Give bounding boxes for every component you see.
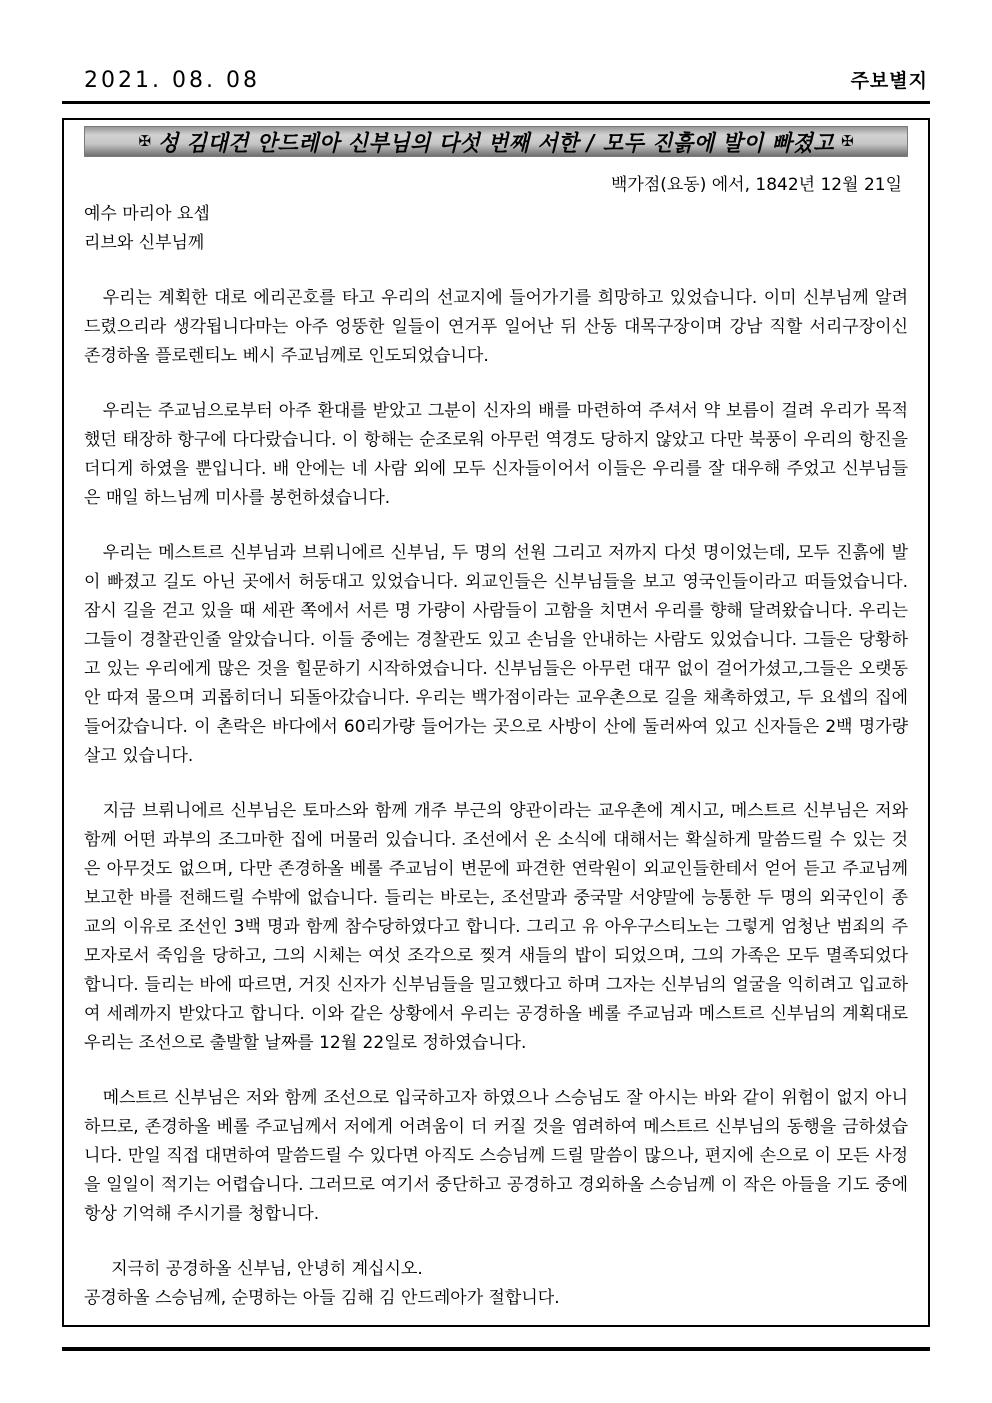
closing-line-2: 공경하올 스승님께, 순명하는 아들 김해 김 안드레아가 절합니다.	[84, 1288, 560, 1308]
letter-paragraph-3: 우리는 메스트르 신부님과 브뤼니에르 신부님, 두 명의 선원 그리고 저까지 다섯 명이었는데, 모두 진흙에 발이 빠졌고 길도 아닌 곳에서 허둥대고 있었습니다. 외교인들은 신부님들을 보고 영국인들이라고 떠들었습니다. 잠시 길을 걷고 있을 때 세관 쪽에서 서른 명 가량이 사람들이 고함을 치면서 우리를 향해 달려왔습니다. 우리는 그들이 경찰관인줄 알았습니다. 이들 중에는 경찰관도 있고 손님을 안내하는 사람도 있었습니다. 그들은 당황하고 있는 우리에게 많은 것을 힐문하기 시작하였습니다. 신부님들은 아무런 대꾸 없이 걸어가셨고,그들은 오랫동안 따져 물으며 괴롭히더니 되돌아갔습니다. 우리는 백가점이라는 교우촌으로 길을 채촉하였고, 두 요셉의 집에 들어갔습니다. 이 촌락은 바다에서 60리가량 들어가는 곳으로 사방이 산에 둘러싸여 있고 신자들은 2백 명가량 살고 있습니다.	[84, 543, 908, 766]
letter-title: 성 김대건 안드레아 신부님의 다섯 번째 서한 / 모두 진흙에 발이 빠졌고	[157, 129, 835, 156]
letter-closing	[84, 1255, 908, 1313]
bottom-rule	[62, 1347, 930, 1351]
letter-box	[62, 118, 930, 1327]
letter-paragraph-2: 우리는 주교님으로부터 아주 환대를 받았고 그분이 신자의 배를 마련하여 주셔서 약 보름이 걸려 우리가 목적했던 태장하 항구에 다다랐습니다. 이 항해는 순조로워 아무런 역경도 당하지 않았고 다만 북풍이 우리의 항진을 더디게 하였을 뿐입니다. 배 안에는 네 사람 외에 모두 신자들이어서 이들은 우리를 잘 대우해 주었고 신부님들은 매일 하느님께 미사를 봉헌하셨습니다.	[84, 401, 908, 508]
header-date: 2021. 08. 08	[84, 68, 260, 93]
letter-title-bar	[84, 126, 908, 157]
salutation-line-1: 예수 마리아 요셉	[84, 204, 210, 224]
header-bulletin-label: 주보별지	[850, 70, 928, 92]
letter-dateline: 백가점(요동) 에서, 1842년 12월 21일	[610, 175, 902, 195]
letter-paragraph-5: 메스트르 신부님은 저와 함께 조선으로 입국하고자 하였으나 스승님도 잘 아시는 바와 같이 위험이 없지 아니하므로, 존경하올 베롤 주교님께서 저에게 어려움이 더 커질 것을 염려하여 메스트르 신부님의 동행을 금하셨습니다. 만일 직접 대면하여 말씀드릴 수 있다면 아직도 스승님께 드릴 말씀이 많으나, 편지에 손으로 이 모든 사정을 일일이 적기는 어렵습니다. 그러므로 여기서 중단하고 공경하고 경외하올 스승님께 이 작은 아들을 기도 중에 항상 기억해 주시기를 청합니다.	[84, 1088, 908, 1224]
cross-icon-left: ✠	[138, 132, 151, 150]
letter-paragraph-1: 우리는 계획한 대로 에리곤호를 타고 우리의 선교지에 들어가기를 희망하고 있었습니다. 이미 신부님께 알려드렸으리라 생각됩니다마는 아주 엉뚱한 일들이 연거푸 일어난 뒤 산동 대목구장이며 강남 직할 서리구장이신 존경하올 플로렌티노 베시 주교님께로 인도되었습니다.	[84, 288, 908, 366]
letter-salutation	[84, 200, 908, 258]
letter-paragraph-4: 지금 브뤼니에르 신부님은 토마스와 함께 개주 부근의 양관이라는 교우촌에 계시고, 메스트르 신부님은 저와 함께 어떤 과부의 조그마한 집에 머물러 있습니다. 조선에서 온 소식에 대해서는 확실하게 말씀드릴 수 있는 것은 아무것도 없으며, 다만 존경하올 베롤 주교님이 변문에 파견한 연락원이 외교인들한테서 얻어 듣고 주교님께 보고한 바를 전해드릴 수밖에 없습니다. 들리는 바로는, 조선말과 중국말 서양말에 능통한 두 명의 외국인이 종교의 이유로 조선인 3백 명과 함께 참수당하였다고 합니다. 그리고 유 아우구스티노는 그렇게 엄청난 범죄의 주모자로서 죽임을 당하고, 그의 시체는 여섯 조각으로 찢겨 새들의 밥이 되었으며, 그의 가족은 모두 멸족되었다 합니다. 들리는 바에 따르면, 거짓 신자가 신부님들을 밀고했다고 하며 그자는 신부님의 얼굴을 익히려고 입교하여 세례까지 받았다고 합니다. 이와 같은 상황에서 우리는 공경하올 베롤 주교님과 메스트르 신부님의 계획대로 우리는 조선으로 출발할 날짜를 12월 22일로 정하였습니다.	[84, 801, 908, 1053]
cross-icon-right: ✠	[841, 132, 854, 150]
salutation-line-2: 리브와 신부님께	[84, 233, 205, 253]
page-header	[62, 66, 930, 104]
closing-line-1: 지극히 공경하올 신부님, 안녕히 계십시오.	[111, 1259, 423, 1279]
